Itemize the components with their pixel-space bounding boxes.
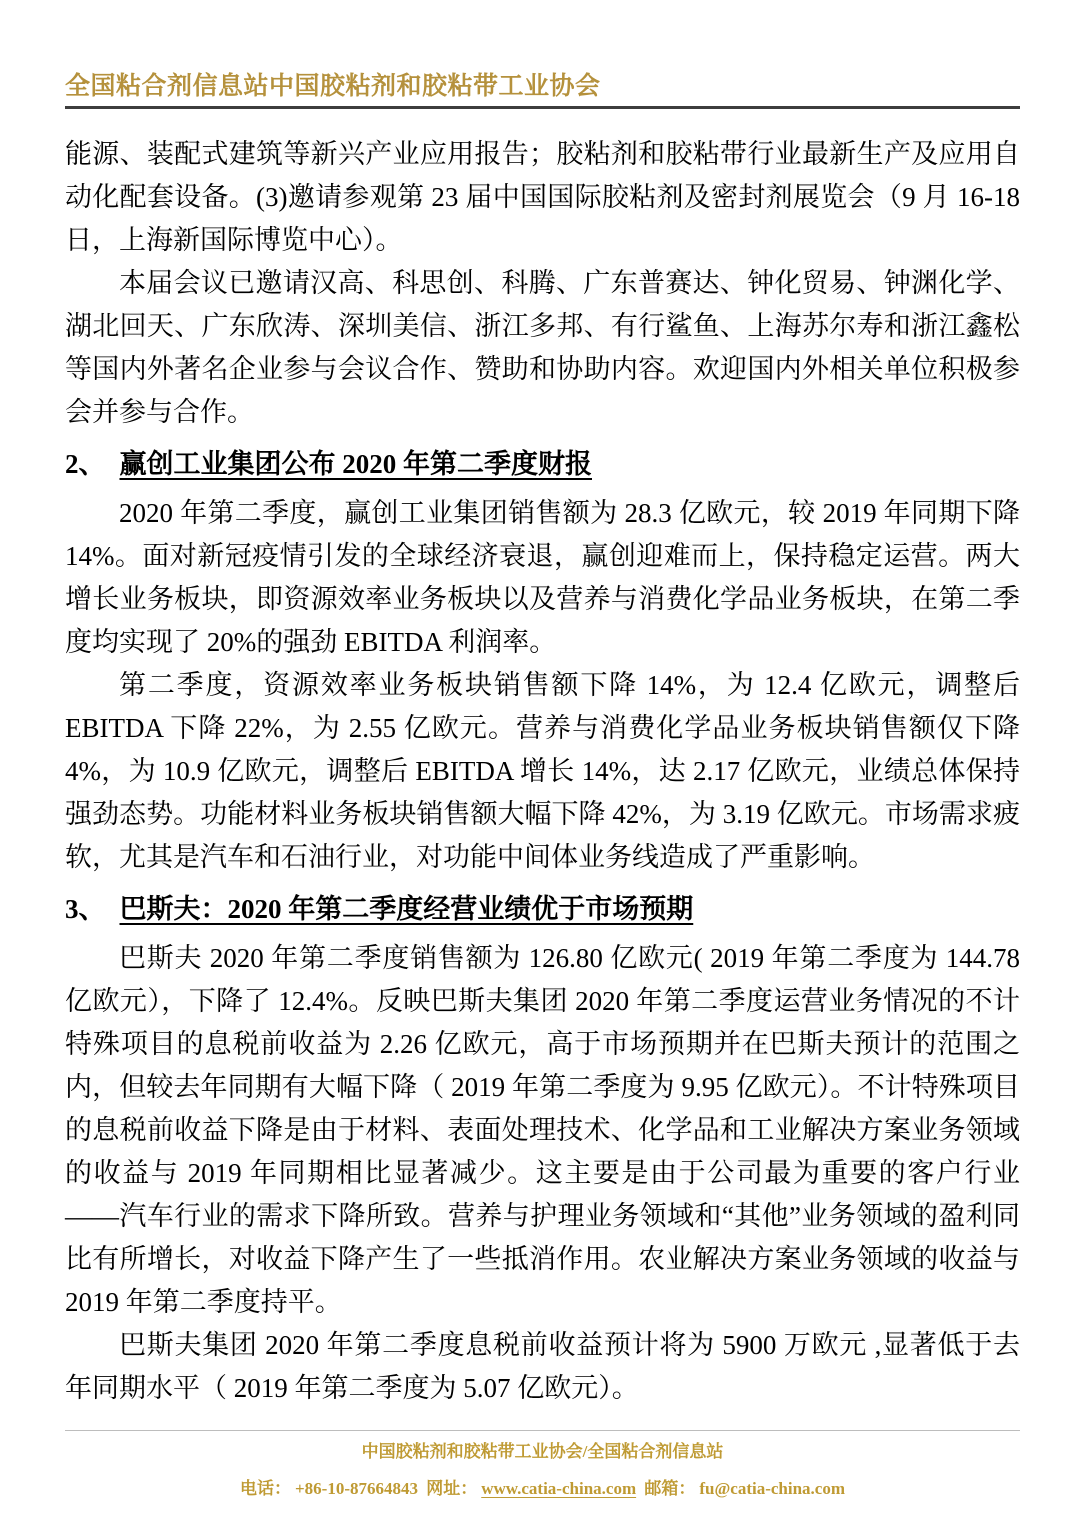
footer-email: fu@catia-china.com [699,1479,846,1498]
paragraph: 巴斯夫 2020 年第二季度销售额为 126.80 亿欧元( 2019 年第二季度为 144.78 亿欧元），下降了 12.4%。反映巴斯夫集团 2020 年第二季度运营业务情况的不计特殊项目的息税前收益为 2.26 亿欧元，高于市场预期并在巴斯夫预计的范围之内，但较去年同期有大幅下降（ 2019 年第二季度为 9.95 亿欧元）。不计特殊项目的息税前收益下降是由于材料、表面处理技术、化学品和工业解决方案业务领域的收益与 2019 年同期相比显著减少。这主要是由于公司最为重要的客户行业——汽车行业的需求下降所致。营养与护理业务领域和“其他”业务领域的盈利同比有所增长，对收益下降产生了一些抵消作用。农业解决方案业务领域的收益与 2019 年第二季度持平。 [65,943,1020,1317]
footer-contact-line [65,1477,1020,1501]
footer-web-label: 网址： [426,1479,478,1498]
footer-website-link[interactable]: www.catia-china.com [481,1479,637,1498]
section-heading [65,888,1020,931]
document-body [65,133,1020,1410]
masthead-title: 全国粘合剂信息站中国胶粘剂和胶粘带工业协会 [65,72,1020,109]
page-footer [65,1440,1020,1501]
footer-divider [65,1430,1020,1431]
paragraph: 2020 年第二季度，赢创工业集团销售额为 28.3 亿欧元，较 2019 年同期下降 14%。面对新冠疫情引发的全球经济衰退，赢创迎难而上，保持稳定运营。两大增长业务板块，即资源效率业务板块以及营养与消费化学品业务板块，在第二季度均实现了 20%的强劲 EBITDA 利润率。 [65,498,1020,657]
section-number: 3、 [65,894,106,924]
paragraph: 能源、装配式建筑等新兴产业应用报告；胶粘剂和胶粘带行业最新生产及应用自动化配套设备。(3)邀请参观第 23 届中国国际胶粘剂及密封剂展览会（9 月 16-18 日，上海新国际博览中心）。 [65,139,1020,255]
footer-org-line: 中国胶粘剂和胶粘带工业协会/全国粘合剂信息站 [361,1442,724,1461]
footer-email-label: 邮箱： [644,1479,696,1498]
footer-phone: +86-10-87664843 [294,1479,418,1498]
footer-phone-label: 电话： [239,1479,291,1498]
paragraph: 第二季度，资源效率业务板块销售额下降 14%，为 12.4 亿欧元，调整后 EBITDA 下降 22%，为 2.55 亿欧元。营养与消费化学品业务板块销售额仅下降 4%，为 10.9 亿欧元，调整后 EBITDA 增长 14%，达 2.17 亿欧元，业绩总体保持强劲态势。功能材料业务板块销售额大幅下降 42%，为 3.19 亿欧元。市场需求疲软，尤其是汽车和石油行业，对功能中间体业务线造成了严重影响。 [65,670,1020,872]
section-title: 赢创工业集团公布 2020 年第二季度财报 [119,449,592,479]
paragraph: 本届会议已邀请汉高、科思创、科腾、广东普赛达、钟化贸易、钟渊化学、湖北回天、广东欣涛、深圳美信、浙江多邦、有行鲨鱼、上海苏尔寿和浙江鑫松等国内外著名企业参与会议合作、赞助和协助内容。欢迎国内外相关单位积极参会并参与合作。 [65,268,1020,427]
section-title: 巴斯夫：2020 年第二季度经营业绩优于市场预期 [119,894,694,924]
section-number: 2、 [65,449,106,479]
paragraph: 巴斯夫集团 2020 年第二季度息税前收益预计将为 5900 万欧元 ,显著低于去年同期水平（ 2019 年第二季度为 5.07 亿欧元）。 [65,1330,1020,1403]
section-heading [65,443,1020,486]
